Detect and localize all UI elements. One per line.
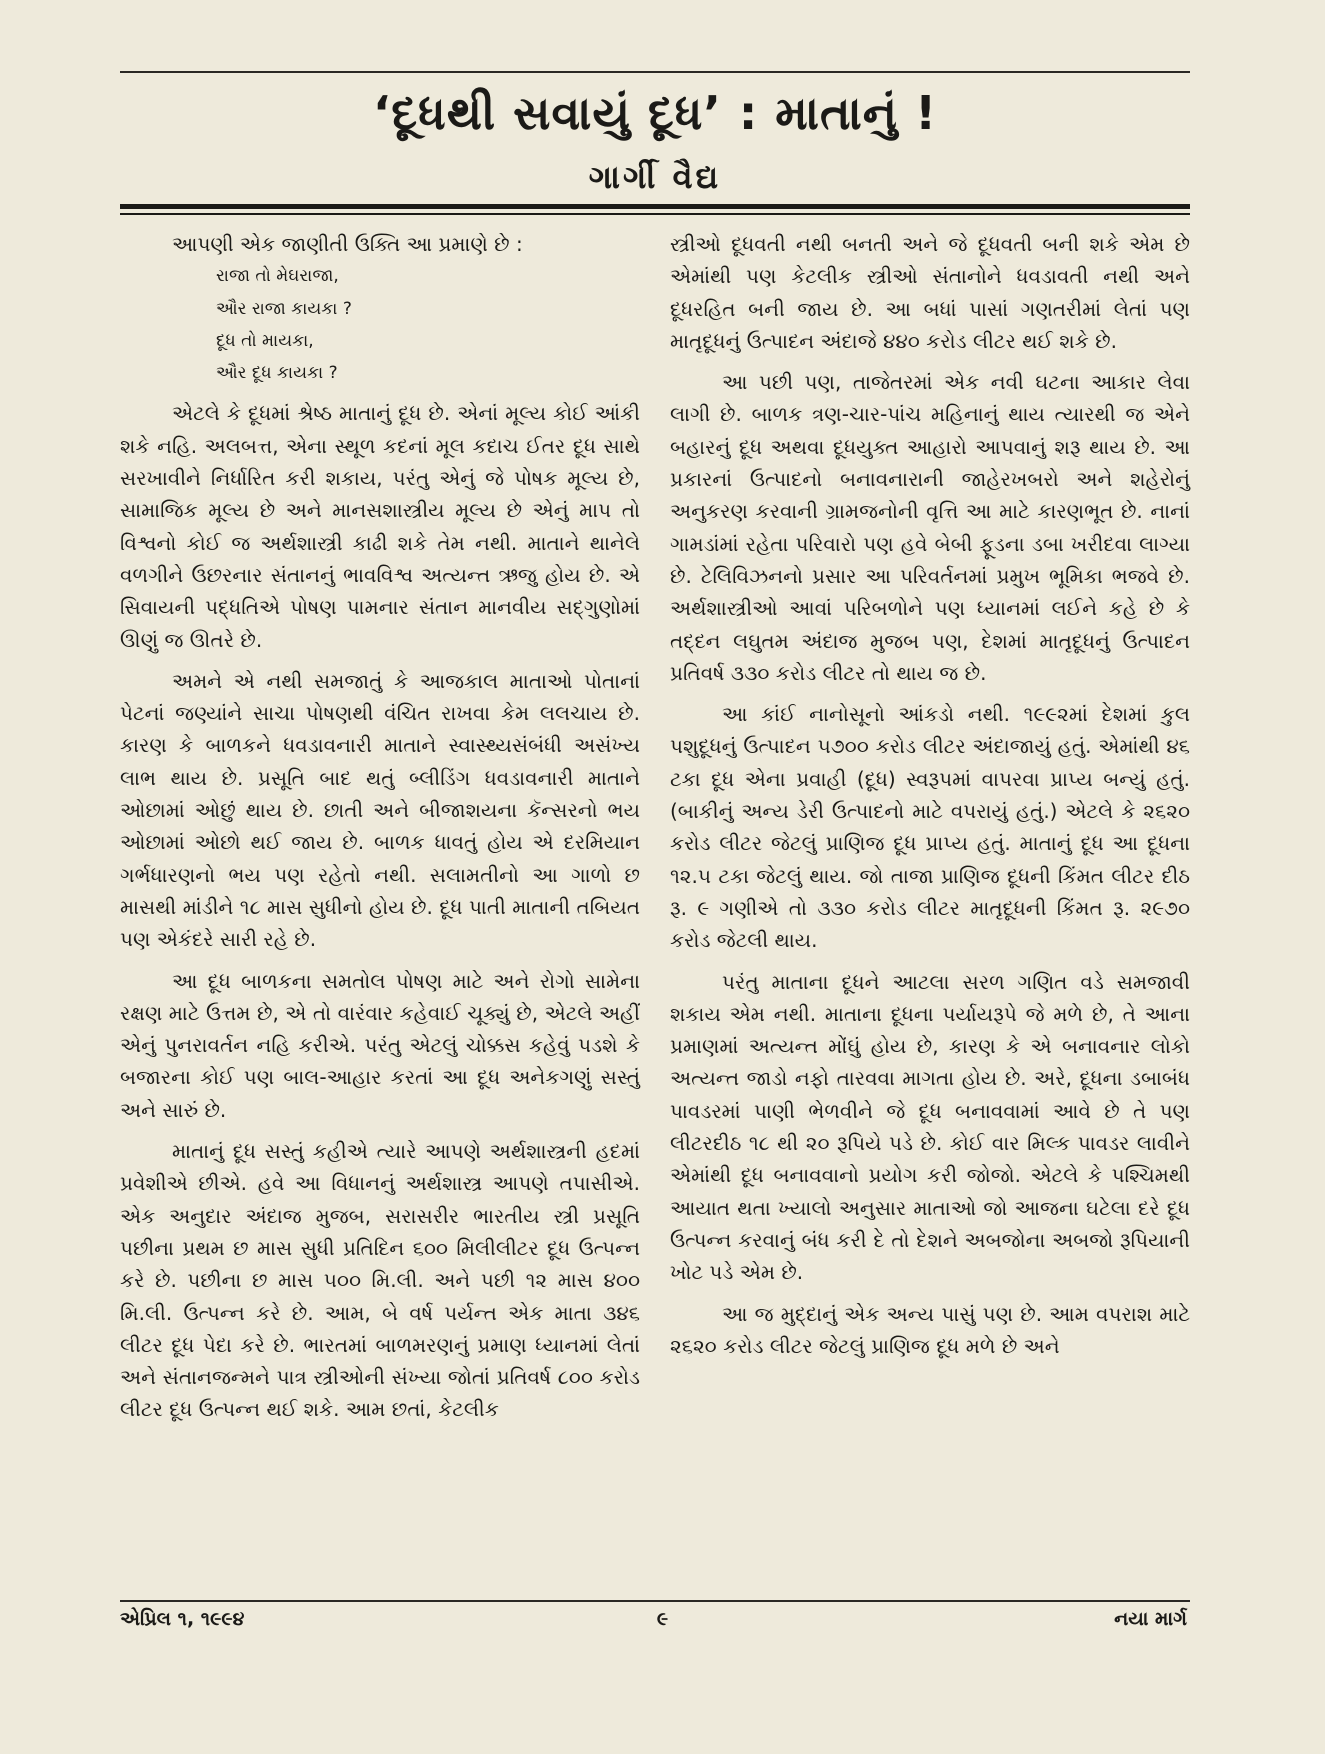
- right-column: [670, 228, 1190, 1371]
- paragraph: આ દૂધ બાળકના સમતોલ પોષણ માટે અને રોગો સામેના રક્ષણ માટે ઉત્તમ છે, એ તો વારંવાર કહેવાઈ ચૂક્યું છે, એટલે અહીં એનું પુનરાવર્તન નહિ કરીએ. પરંતુ એટલું ચોક્કસ કહેવું પડશે કે બજારના કોઈ પણ બાલ-આહાર કરતાં આ દૂધ અનેકગણું સસ્તું અને સારું છે.: [120, 968, 640, 1122]
- paragraph: અમને એ નથી સમજાતું કે આજકાલ માતાઓ પોતાનાં પેટનાં જણ્યાંને સાચા પોષણથી વંચિત રાખવા કેમ લલચાય છે. કારણ કે બાળકને ધવડાવનારી માતાને સ્વાસ્થ્યસંબંધી અસંખ્ય લાભ થાય છે. પ્રસૂતિ બાદ થતું બ્લીડિંગ ધવડાવનારી માતાને ઓછામાં ઓછું થાય છે. છાતી અને બીજાશયના કૅન્સરનો ભય ઓછામાં ઓછો થઈ જાય છે. બાળક ધાવતું હોય એ દરમિયાન ગર્ભધારણનો ભય પણ રહેતો નથી. સલામતીનો આ ગાળો છ માસથી માંડીને ૧૮ માસ સુધીનો હોય છે. દૂધ પાતી માતાની તબિયત પણ એકંદરે સારી રહે છે.: [120, 668, 640, 952]
- title-divider-thin: [120, 213, 1190, 215]
- article-title: ‘દૂધથી સવાયું દૂધ’ : માતાનું !: [372, 86, 938, 140]
- bottom-rule: [120, 1600, 1190, 1602]
- paragraph: પરંતુ માતાના દૂધને આટલા સરળ ગણિત વડે સમજાવી શકાય એમ નથી. માતાના દૂધના પર્યાયરૂપે જે મળે છે, તે આના પ્રમાણમાં અત્યન્ત મોંઘું હોય છે, કારણ કે એ બનાવનાર લોકો અત્યન્ત જાડો નફો તારવવા માગતા હોય છે. અરે, દૂધના ડબાબંધ પાવડરમાં પાણી ભેળવીને જે દૂધ બનાવવામાં આવે છે તે પણ લીટરદીઠ ૧૮ થી ૨૦ રૂપિયે પડે છે. કોઈ વાર મિલ્ક પાવડર લાવીને એમાંથી દૂધ બનાવવાનો પ્રયોગ કરી જોજો. એટલે કે પશ્ચિમથી આયાત થતા ખ્યાલો અનુસાર માતાઓ જો આજના ઘટેલા દરે દૂધ ઉત્પન્ન કરવાનું બંધ કરી દે તો દેશને અબજોના અબજો રૂપિયાની ખોટ પડે એમ છે.: [670, 969, 1190, 1285]
- paragraph: માતાનું દૂધ સસ્તું કહીએ ત્યારે આપણે અર્થશાસ્ત્રની હદમાં પ્રવેશીએ છીએ. હવે આ વિધાનનું અર્થશાસ્ત્ર આપણે તપાસીએ. એક અનુદાર અંદાજ મુજબ, સરાસરીર ભારતીય સ્ત્રી પ્રસૂતિ પછીના પ્રથમ છ માસ સુધી પ્રતિદિન ૬૦૦ મિલીલીટર દૂધ ઉત્પન્ન કરે છે. પછીના છ માસ ૫૦૦ મિ.લી. અને પછી ૧૨ માસ ૪૦૦ મિ.લી. ઉત્પન્ન કરે છે. આમ, બે વર્ષ પર્યન્ત એક માતા ૩૪૬ લીટર દૂધ પેદા કરે છે. ભારતમાં બાળમરણનું પ્રમાણ ધ્યાનમાં લેતાં અને સંતાનજન્મને પાત્ર સ્ત્રીઓની સંખ્યા જોતાં પ્રતિવર્ષ ૮૦૦ કરોડ લીટર દૂધ ઉત્પન્ન થઈ શકે. આમ છતાં, કેટલીક: [120, 1139, 640, 1422]
- paragraph: આ જ મુદ્દાનું એક અન્ય પાસું પણ છે. આમ વપરાશ માટે ૨૬૨૦ કરોડ લીટર જેટલું પ્રાણિજ દૂધ મળે છે અને: [670, 1301, 1190, 1358]
- left-column: [120, 228, 640, 1435]
- article-author: ગાર્ગી વૈદ્ય: [588, 158, 722, 196]
- paragraph: આ કાંઈ નાનોસૂનો આંકડો નથી. ૧૯૯૨માં દેશમાં કુલ પશુદૂધનું ઉત્પાદન ૫૭૦૦ કરોડ લીટર અંદાજાયું હતું. એમાંથી ૪૬ ટકા દૂધ એના પ્રવાહી (દૂધ) સ્વરૂપમાં વાપરવા પ્રાપ્ય બન્યું હતું. (બાકીનું અન્ય ડેરી ઉત્પાદનો માટે વપરાયું હતું.) એટલે કે ૨૬૨૦ કરોડ લીટર જેટલું પ્રાણિજ દૂધ પ્રાપ્ય હતું. માતાનું દૂધ આ દૂધના ૧૨.૫ ટકા જેટલું થાય. જો તાજા પ્રાણિજ દૂધની કિંમત લીટર દીઠ રૂ. ૯ ગણીએ તો ૩૩૦ કરોડ લીટર માતૃદૂધની કિંમત રૂ. ૨૯૭૦ કરોડ જેટલી થાય.: [670, 702, 1190, 953]
- page-number: ૯: [656, 1608, 669, 1630]
- title-divider-thick: [120, 204, 1190, 209]
- verse-line: રાજા તો મેઘરાજા,: [216, 266, 339, 287]
- intro-line: આપણી એક જાણીતી ઉક્તિ આ પ્રમાણે છે :: [172, 232, 523, 256]
- paragraph: સ્ત્રીઓ દૂધવતી નથી બનતી અને જે દૂધવતી બની શકે એમ છે એમાંથી પણ કેટલીક સ્ત્રીઓ સંતાનોને ધવડાવતી નથી અને દૂધરહિત બની જાય છે. આ બધાં પાસાં ગણતરીમાં લેતાં પણ માતૃદૂધનું ઉત્પાદન અંદાજે ૪૪૦ કરોડ લીટર થઈ શકે છે.: [670, 232, 1190, 353]
- issue-date: એપ્રિલ ૧, ૧૯૯૪: [120, 1608, 245, 1630]
- paragraph: આ પછી પણ, તાજેતરમાં એક નવી ઘટના આકાર લેવા લાગી છે. બાળક ત્રણ-ચાર-પાંચ મહિનાનું થાય ત્યારથી જ એને બહારનું દૂધ અથવા દૂધયુક્ત આહારો આપવાનું શરૂ થાય છે. આ પ્રકારનાં ઉત્પાદનો બનાવનારાની જાહેરખબરો અને શહેરોનું અનુકરણ કરવાની ગ્રામજનોની વૃત્તિ આ માટે કારણભૂત છે. નાનાં ગામડાંમાં રહેતા પરિવારો પણ હવે બેબી ફૂડના ડબા ખરીદવા લાગ્યા છે. ટેલિવિઝનનો પ્રસાર આ પરિવર્તનમાં પ્રમુખ ભૂમિકા ભજવે છે. અર્થશાસ્ત્રીઓ આવાં પરિબળોને પણ ધ્યાનમાં લઈને કહે છે કે તદ્દન લઘુતમ અંદાજ મુજબ પણ, દેશમાં માતૃદૂધનું ઉત્પાદન પ્રતિવર્ષ ૩૩૦ કરોડ લીટર તો થાય જ છે.: [670, 370, 1190, 685]
- top-rule: [120, 71, 1190, 73]
- verse-quote: [216, 260, 640, 389]
- paragraph: એટલે કે દૂધમાં શ્રેષ્ઠ માતાનું દૂધ છે. એનાં મૂલ્ય કોઈ આંકી શકે નહિ. અલબત્ત, એના સ્થૂળ કદનાં મૂલ કદાચ ઈતર દૂધ સાથે સરખાવીને નિર્ધારિત કરી શકાય, પરંતુ એનું જે પોષક મૂલ્ય છે, સામાજિક મૂલ્ય છે અને માનસશાસ્ત્રીય મૂલ્ય છે એનું માપ તો વિશ્વનો કોઈ જ અર્થશાસ્ત્રી કાઢી શકે તેમ નથી. માતાને થાનેલે વળગીને ઉછરનાર સંતાનનું ભાવવિશ્વ અત્યન્ત ઋજુ હોય છે. એ સિવાયની પદ્ધતિએ પોષણ પામનાર સંતાન માનવીય સદ્ગુણોમાં ઊણું જ ઊતરે છે.: [120, 401, 640, 652]
- verse-line: ઔર દૂધ કાયકા ?: [216, 363, 338, 384]
- verse-line: દૂધ તો માયકા,: [216, 330, 314, 351]
- publication-name: નયા માર્ગ: [1114, 1608, 1187, 1630]
- verse-line: ઔર રાજા કાયકા ?: [216, 298, 352, 319]
